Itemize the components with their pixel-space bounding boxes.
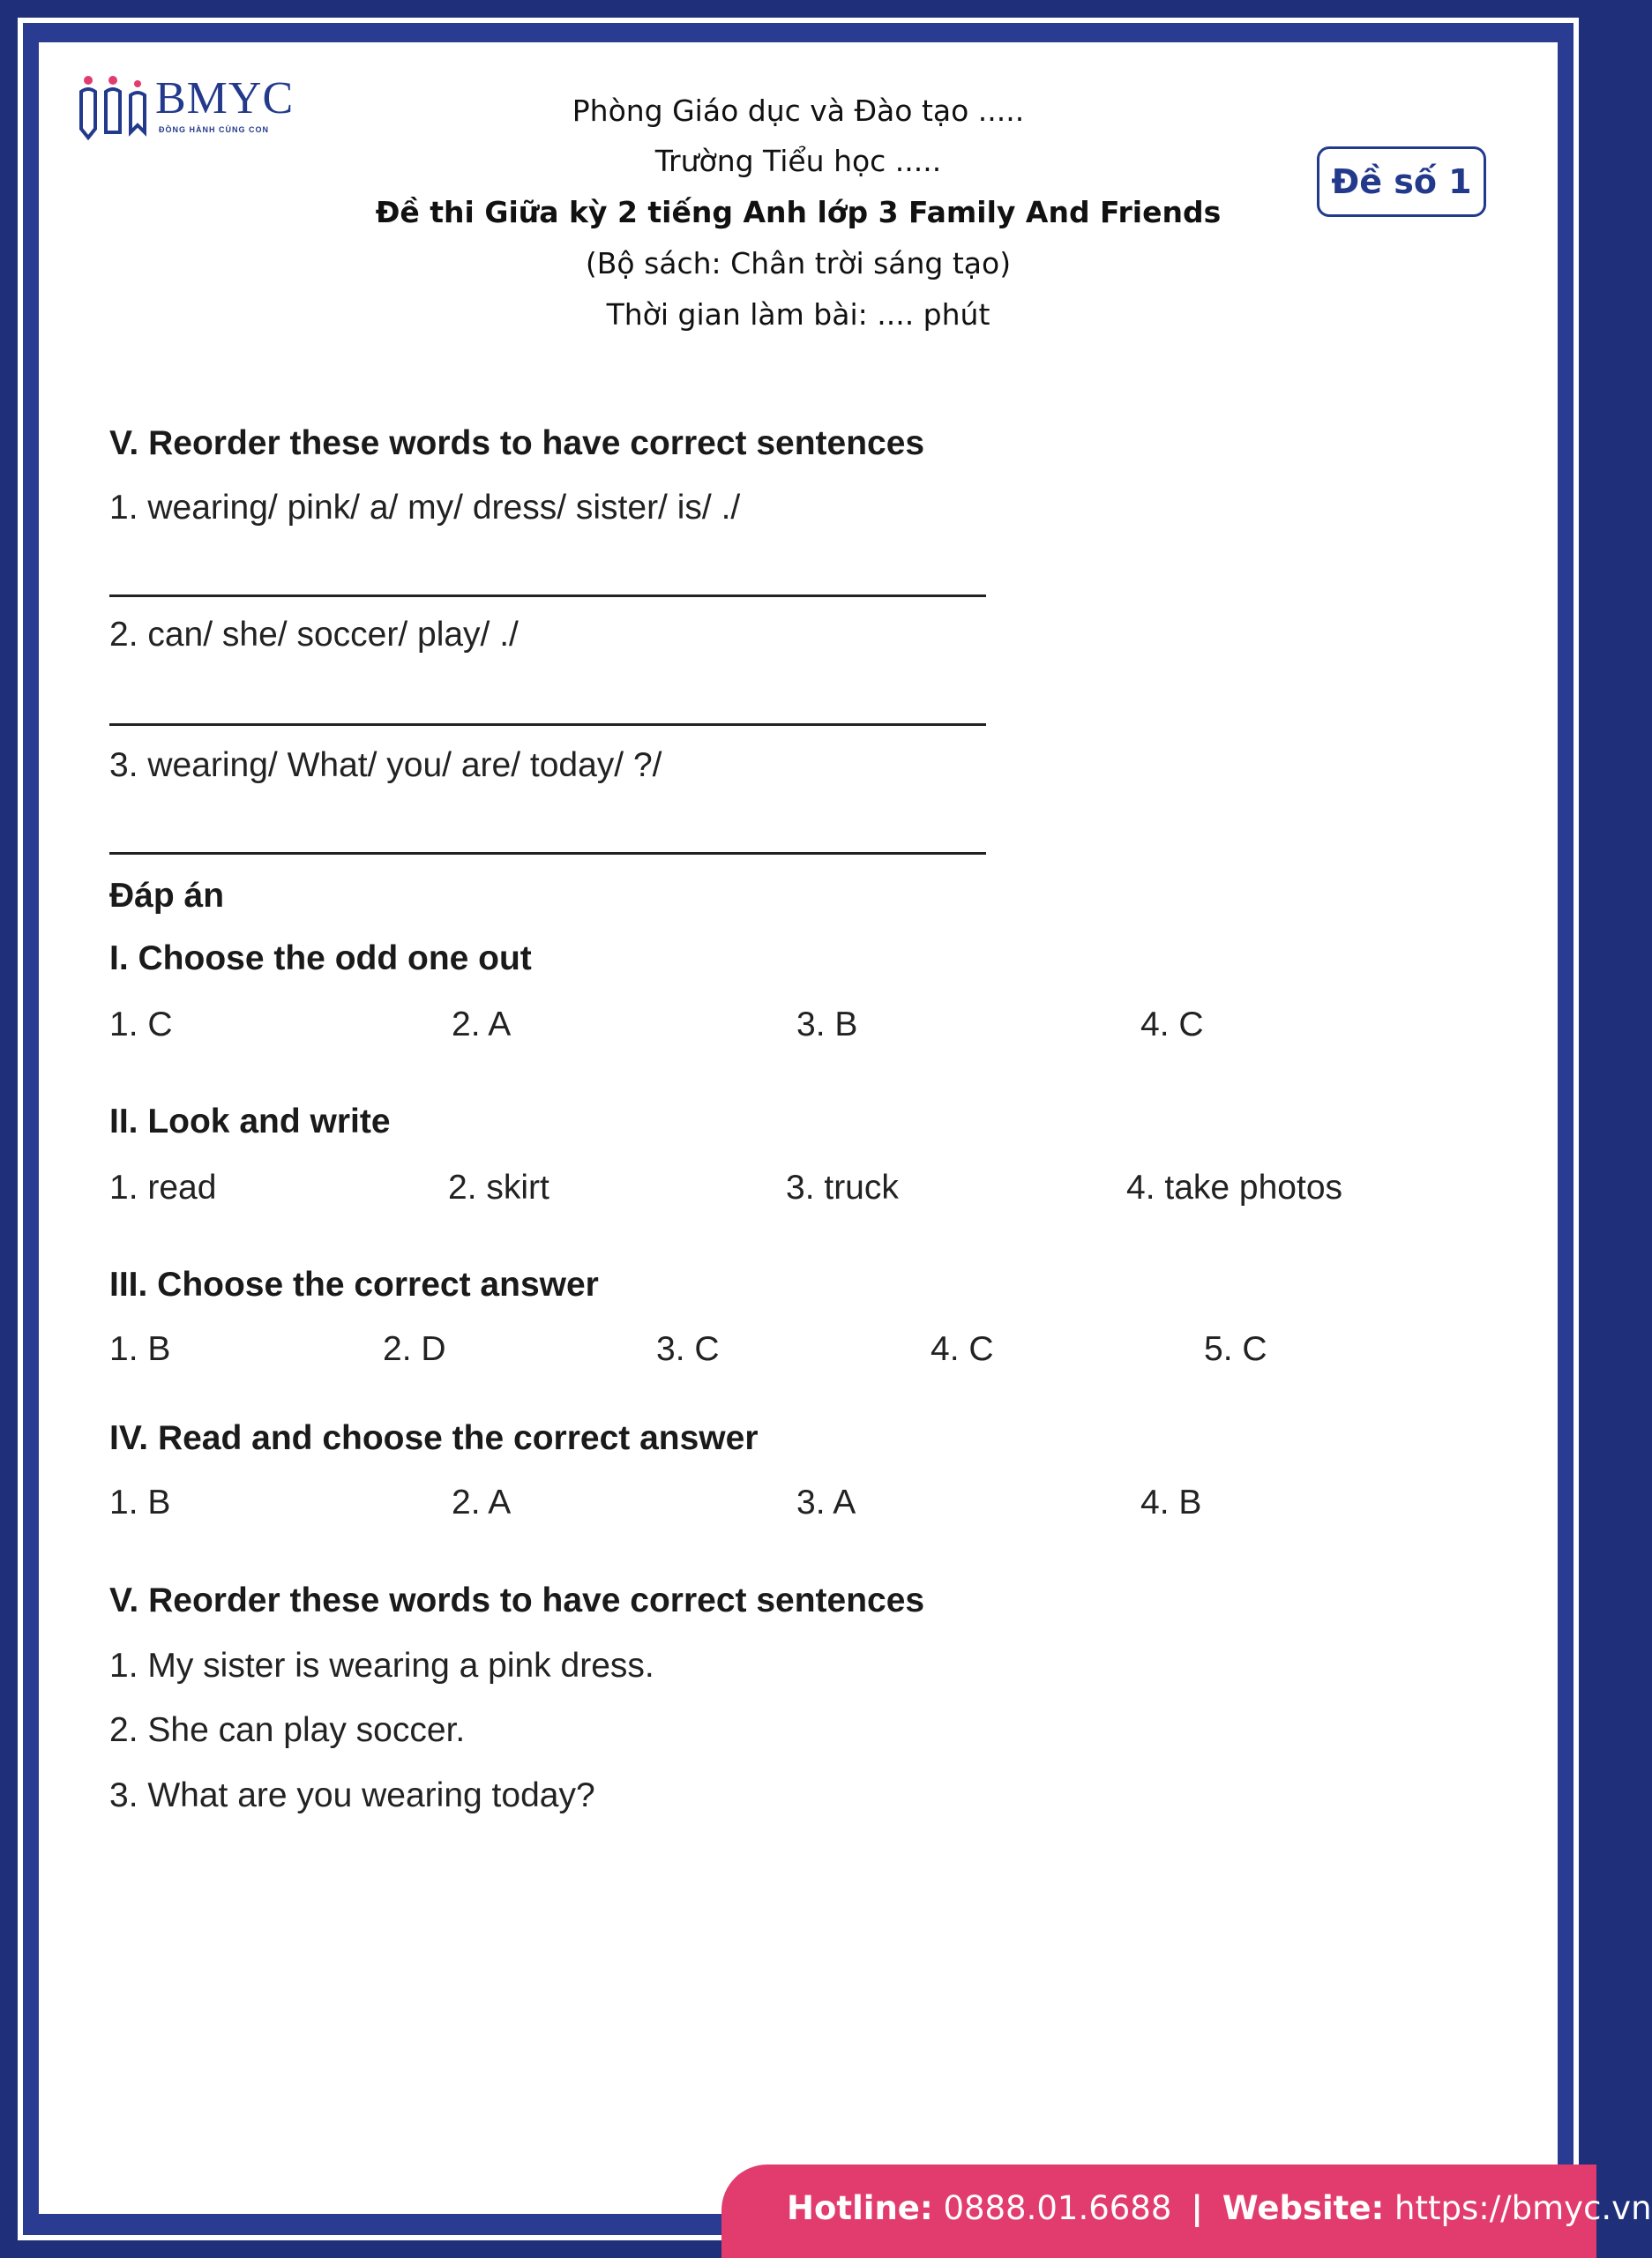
answer-section-title: III. Choose the correct answer (109, 1266, 599, 1304)
answer-sentence: 1. My sister is wearing a pink dress. (109, 1647, 654, 1685)
answer-blank-line (109, 723, 986, 726)
department-line: Phòng Giáo dục và Đào tạo ..... (572, 93, 1025, 128)
school-line: Trường Tiểu học ..... (654, 144, 942, 178)
answer-item: 3. B (796, 1006, 858, 1043)
logo-tagline: ĐỒNG HÀNH CÙNG CON (159, 125, 269, 134)
exercise-item: 2. can/ she/ soccer/ play/ ./ (109, 616, 519, 654)
answer-sentence: 3. What are you wearing today? (109, 1776, 595, 1814)
answer-item: 2. D (383, 1330, 446, 1368)
exercise-title: V. Reorder these words to have correct sentences (109, 424, 925, 462)
exercise-item: 1. wearing/ pink/ a/ my/ dress/ sister/ is/ ./ (109, 489, 741, 527)
answer-item: 1. read (109, 1169, 217, 1207)
exam-code-badge: Đề số 1 (1317, 146, 1486, 217)
answer-blank-line (109, 594, 986, 597)
answer-item: 2. skirt (448, 1169, 549, 1207)
website-label: Website: (1222, 2189, 1385, 2227)
answer-item: 2. A (452, 1484, 512, 1522)
answer-item: 3. C (656, 1330, 720, 1368)
answer-item: 3. A (796, 1484, 856, 1522)
answer-item: 1. C (109, 1006, 173, 1043)
answer-item: 4. take photos (1126, 1169, 1343, 1207)
hotline-number[interactable]: 0888.01.6688 (943, 2189, 1172, 2227)
website-link[interactable]: https://bmyc.vn (1394, 2189, 1652, 2227)
hotline-label: Hotline: (787, 2189, 933, 2227)
answer-section-title: IV. Read and choose the correct answer (109, 1419, 759, 1457)
answer-key-heading: Đáp án (109, 877, 225, 915)
book-series-line: (Bộ sách: Chân trời sáng tạo) (585, 246, 1012, 280)
exercise-item: 3. wearing/ What/ you/ are/ today/ ?/ (109, 746, 662, 784)
answer-section-title: I. Choose the odd one out (109, 939, 532, 977)
answer-item: 4. C (1140, 1006, 1204, 1043)
answer-item: 5. C (1204, 1330, 1267, 1368)
footer-contact-line (787, 2189, 1652, 2227)
exam-title: Đề thi Giữa kỳ 2 tiếng Anh lớp 3 Family And Friends (375, 195, 1222, 229)
time-limit-line: Thời gian làm bài: .... phút (606, 297, 990, 332)
answer-blank-line (109, 852, 986, 855)
answer-item: 1. B (109, 1484, 171, 1522)
answer-item: 2. A (452, 1006, 512, 1043)
logo-wordmark: BMYC (155, 73, 295, 123)
answer-item: 3. truck (786, 1169, 899, 1207)
answer-section-title: V. Reorder these words to have correct sentences (109, 1581, 925, 1619)
answer-sentence: 2. She can play soccer. (109, 1711, 466, 1749)
answer-item: 4. B (1140, 1484, 1202, 1522)
answer-section-title: II. Look and write (109, 1103, 391, 1140)
answer-item: 4. C (931, 1330, 994, 1368)
family-logo-icon (78, 72, 152, 143)
contact-footer (721, 2165, 1652, 2258)
footer-separator: | (1191, 2189, 1203, 2227)
answer-item: 1. B (109, 1330, 171, 1368)
